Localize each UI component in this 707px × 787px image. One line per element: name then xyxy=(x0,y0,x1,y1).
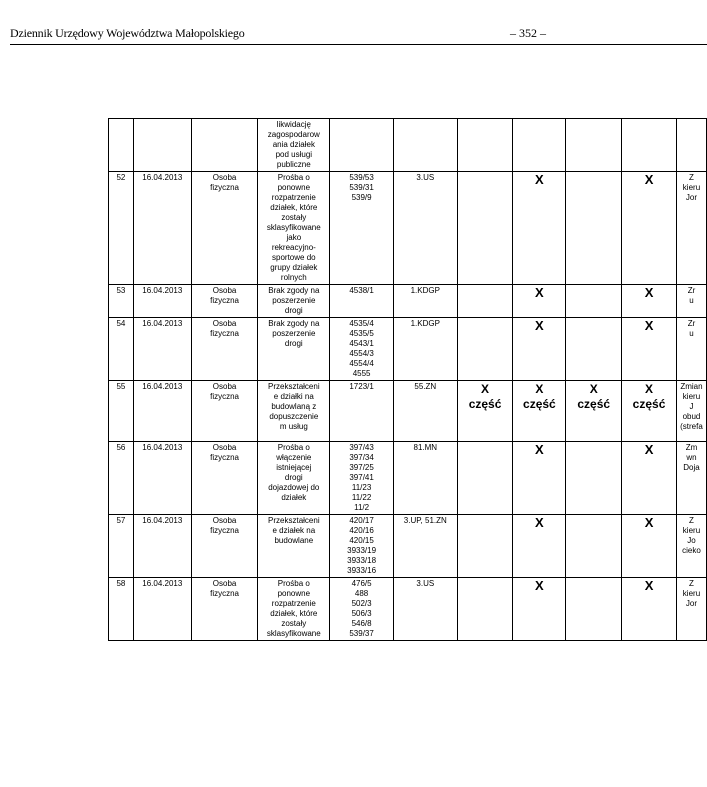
table-row xyxy=(109,442,707,515)
cell-no: 52 xyxy=(109,172,134,285)
cell-col8: X część xyxy=(513,381,566,442)
cell-remarks: Z kieru Jo cieko xyxy=(676,515,706,578)
cell-designation: 3.US xyxy=(393,172,457,285)
cell-col10: X xyxy=(622,172,677,285)
cell-designation xyxy=(393,119,457,172)
cell-parcels: 397/43 397/34 397/25 397/41 11/23 11/22 11/2 xyxy=(330,442,394,515)
cell-date: 16.04.2013 xyxy=(133,442,191,515)
cell-col9 xyxy=(566,442,622,515)
cell-col7 xyxy=(457,442,513,515)
cell-col10: X xyxy=(622,442,677,515)
cell-designation: 3.US xyxy=(393,578,457,641)
cell-remarks: Zr u xyxy=(676,318,706,381)
cell-date: 16.04.2013 xyxy=(133,515,191,578)
cell-date: 16.04.2013 xyxy=(133,578,191,641)
cell-applicant: Osoba fizyczna xyxy=(191,318,258,381)
cell-purpose: Przekształceni e działek na budowlane xyxy=(258,515,330,578)
cell-col10: X xyxy=(622,318,677,381)
cell-col8: X xyxy=(513,515,566,578)
cell-purpose: Prośba o ponowne rozpatrzenie działek, które zostały sklasyfikowane jako rekreacyjno- sportowe do grupy działek rolnych xyxy=(258,172,330,285)
cell-applicant: Osoba fizyczna xyxy=(191,172,258,285)
cell-parcels xyxy=(330,119,394,172)
cell-purpose: Brak zgody na poszerzenie drogi xyxy=(258,318,330,381)
cell-col7: X część xyxy=(457,381,513,442)
cell-remarks: Zr u xyxy=(676,285,706,318)
cell-no: 55 xyxy=(109,381,134,442)
cell-date: 16.04.2013 xyxy=(133,172,191,285)
cell-applicant: Osoba fizyczna xyxy=(191,381,258,442)
cell-parcels: 539/53 539/31 539/9 xyxy=(330,172,394,285)
cell-col9 xyxy=(566,119,622,172)
cell-designation: 3.UP, 51.ZN xyxy=(393,515,457,578)
cell-no xyxy=(109,119,134,172)
cell-col8: X xyxy=(513,318,566,381)
cell-purpose: Brak zgody na poszerzenie drogi xyxy=(258,285,330,318)
journal-title: Dziennik Urzędowy Województwa Małopolskiego xyxy=(10,26,245,40)
cell-designation: 81.MN xyxy=(393,442,457,515)
cell-date: 16.04.2013 xyxy=(133,318,191,381)
table-row xyxy=(109,318,707,381)
cell-remarks xyxy=(676,119,706,172)
table-row-continuation xyxy=(109,119,707,172)
cell-col8 xyxy=(513,119,566,172)
cell-no: 58 xyxy=(109,578,134,641)
cell-no: 56 xyxy=(109,442,134,515)
cell-no: 54 xyxy=(109,318,134,381)
cell-col10: X xyxy=(622,515,677,578)
table-row xyxy=(109,285,707,318)
cell-col9 xyxy=(566,172,622,285)
cell-parcels: 4538/1 xyxy=(330,285,394,318)
cell-col8: X xyxy=(513,578,566,641)
table-row xyxy=(109,515,707,578)
cell-col10: X xyxy=(622,578,677,641)
page-header xyxy=(10,26,707,45)
cell-col10: X xyxy=(622,285,677,318)
cell-purpose: likwidację zagospodarow ania działek pod usługi publiczne xyxy=(258,119,330,172)
cell-col8: X xyxy=(513,172,566,285)
cell-col10 xyxy=(622,119,677,172)
cell-col7 xyxy=(457,318,513,381)
cell-date: 16.04.2013 xyxy=(133,285,191,318)
cell-date xyxy=(133,119,191,172)
cell-col7 xyxy=(457,285,513,318)
cell-col7 xyxy=(457,578,513,641)
cell-designation: 55.ZN xyxy=(393,381,457,442)
cell-parcels: 1723/1 xyxy=(330,381,394,442)
table-body xyxy=(109,119,707,641)
page-number: – 352 – xyxy=(510,26,546,40)
cell-col9 xyxy=(566,318,622,381)
cell-no: 53 xyxy=(109,285,134,318)
cell-remarks: Z kieru Jor xyxy=(676,172,706,285)
cell-parcels: 476/5 488 502/3 506/3 546/8 539/37 xyxy=(330,578,394,641)
cell-purpose: Przekształceni e działki na budowlaną z dopuszczenie m usług xyxy=(258,381,330,442)
cell-col9 xyxy=(566,285,622,318)
cell-remarks: Z kieru Jor xyxy=(676,578,706,641)
cell-col10: X część xyxy=(622,381,677,442)
table-row xyxy=(109,578,707,641)
cell-purpose: Prośba o włączenie istniejącej drogi dojazdowej do działek xyxy=(258,442,330,515)
cell-applicant: Osoba fizyczna xyxy=(191,578,258,641)
cell-date: 16.04.2013 xyxy=(133,381,191,442)
cell-col7 xyxy=(457,515,513,578)
cell-col9 xyxy=(566,578,622,641)
cell-no: 57 xyxy=(109,515,134,578)
cell-applicant: Osoba fizyczna xyxy=(191,285,258,318)
cell-col9: X część xyxy=(566,381,622,442)
cell-designation: 1.KDGP xyxy=(393,318,457,381)
cell-purpose: Prośba o ponowne rozpatrzenie działek, które zostały sklasyfikowane xyxy=(258,578,330,641)
cell-parcels: 4535/4 4535/5 4543/1 4554/3 4554/4 4555 xyxy=(330,318,394,381)
cell-col7 xyxy=(457,119,513,172)
cell-col8: X xyxy=(513,285,566,318)
cell-parcels: 420/17 420/16 420/15 3933/19 3933/18 3933/16 xyxy=(330,515,394,578)
cell-applicant: Osoba fizyczna xyxy=(191,442,258,515)
cell-remarks: Zm wn Doja xyxy=(676,442,706,515)
cell-col8: X xyxy=(513,442,566,515)
cell-remarks: Zmian kieru J obud (strefa xyxy=(676,381,706,442)
cell-designation: 1.KDGP xyxy=(393,285,457,318)
table-row xyxy=(109,172,707,285)
resolution-table xyxy=(108,118,707,641)
cell-col7 xyxy=(457,172,513,285)
cell-col9 xyxy=(566,515,622,578)
cell-applicant xyxy=(191,119,258,172)
table-row xyxy=(109,381,707,442)
cell-applicant: Osoba fizyczna xyxy=(191,515,258,578)
